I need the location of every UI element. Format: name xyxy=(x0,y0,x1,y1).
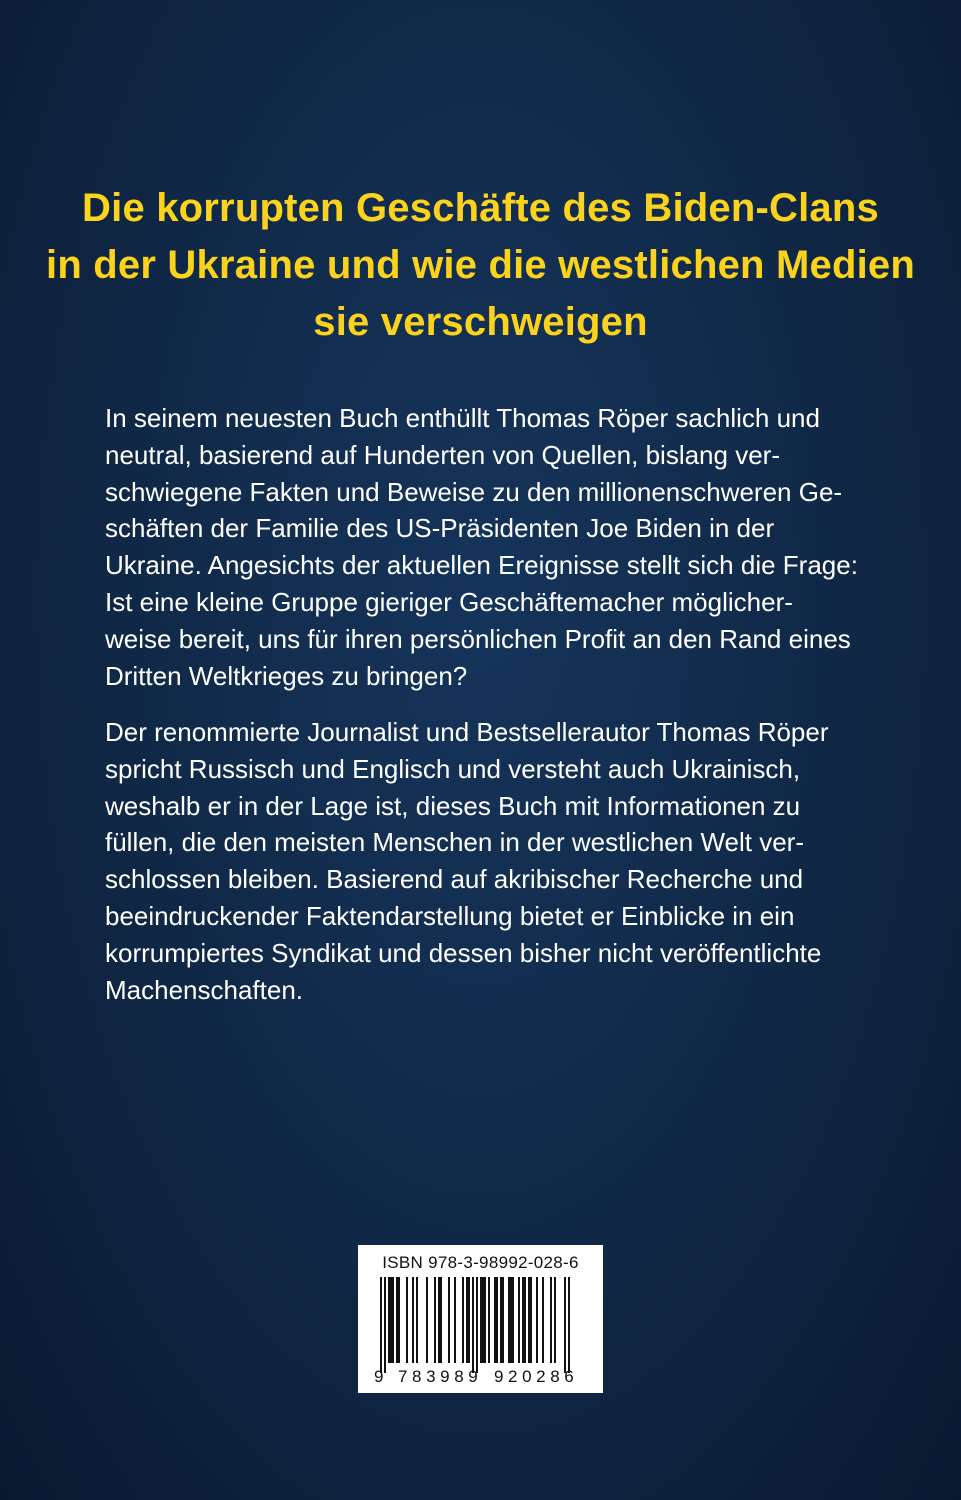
isbn-barcode xyxy=(358,1245,603,1393)
barcode-bar xyxy=(564,1277,566,1373)
text-line: weshalb er in der Lage ist, dieses Buch mit Informationen zu xyxy=(105,790,801,821)
text-line: weise bereit, uns für ihren persönlichen Profit an den Rand eines xyxy=(105,623,851,654)
headline xyxy=(40,180,921,351)
barcode-bar xyxy=(512,1277,514,1363)
barcode-bar xyxy=(554,1277,556,1363)
text-line: neutral, basierend auf Hunderten von Quellen, bislang ver- xyxy=(105,439,780,470)
text-line: Ukraine. Angesichts der aktuellen Ereignisse stellt sich die Frage: xyxy=(105,550,858,581)
barcode-bar xyxy=(406,1277,408,1363)
text-line: beeindruckender Faktendarstellung bietet er Einblicke in ein xyxy=(105,900,795,931)
barcode-bar xyxy=(440,1277,442,1363)
barcode-bar xyxy=(462,1277,464,1363)
text-line: Machenschaften. xyxy=(105,974,304,1005)
barcode-bar xyxy=(488,1277,490,1363)
barcode-bar xyxy=(536,1277,538,1363)
headline-line: in der Ukraine und wie die westlichen Medien xyxy=(46,243,915,287)
barcode-bar xyxy=(434,1277,436,1363)
barcode-bar xyxy=(568,1277,570,1373)
barcode-bar xyxy=(390,1277,392,1363)
barcode-bar xyxy=(396,1277,398,1363)
blurb-paragraph-1 xyxy=(105,400,865,694)
barcode-bar xyxy=(500,1277,502,1363)
text-line: schäften der Familie des US-Präsidenten Joe Biden in der xyxy=(105,513,775,544)
barcode-bar xyxy=(388,1277,390,1363)
text-line: korrumpiertes Syndikat und dessen bisher nicht veröffentlichte xyxy=(105,937,822,968)
barcode-bar xyxy=(476,1277,478,1373)
barcode-bar xyxy=(496,1277,498,1363)
barcode-bar xyxy=(508,1277,510,1363)
barcode-bar xyxy=(550,1277,552,1363)
text-line: Dritten Weltkrieges zu bringen? xyxy=(105,660,468,691)
barcode-bar xyxy=(468,1277,470,1363)
text-line: schlossen bleiben. Basierend auf akribischer Recherche und xyxy=(105,864,804,895)
barcode-digit-group-2: 920286 xyxy=(494,1367,579,1386)
barcode-bar xyxy=(380,1277,382,1373)
barcode-bar xyxy=(522,1277,524,1363)
barcode-bar xyxy=(384,1277,386,1373)
barcode-bar xyxy=(412,1277,414,1363)
barcode-bar xyxy=(530,1277,532,1363)
barcode-bar xyxy=(494,1277,496,1363)
barcode-bar xyxy=(518,1277,520,1363)
barcode-bar xyxy=(438,1277,440,1363)
text-line: spricht Russisch und Englisch und versteht auch Ukrainisch, xyxy=(105,753,801,784)
barcode-bars xyxy=(368,1277,593,1375)
barcode-bar xyxy=(484,1277,486,1363)
barcode-bar xyxy=(480,1277,482,1363)
barcode-bar xyxy=(392,1277,394,1363)
barcode-bar xyxy=(482,1277,484,1363)
blurb-paragraph-2 xyxy=(105,714,865,1008)
barcode-bar xyxy=(542,1277,544,1363)
barcode-bar xyxy=(466,1277,468,1363)
barcode-bar xyxy=(448,1277,450,1363)
barcode-bar xyxy=(426,1277,428,1363)
text-line: Der renommierte Journalist und Bestsellerautor Thomas Röper xyxy=(105,717,829,747)
headline-line: Die korrupten Geschäfte des Biden-Clans xyxy=(82,186,879,230)
text-line: füllen, die den meisten Menschen in der westlichen Welt ver- xyxy=(105,827,804,858)
barcode-bar xyxy=(454,1277,456,1363)
text-line: In seinem neuesten Buch enthüllt Thomas Röper sachlich und xyxy=(105,403,820,433)
barcode-bar xyxy=(524,1277,526,1363)
barcode-bar xyxy=(398,1277,400,1363)
barcode-first-digit: 9 xyxy=(374,1367,389,1386)
text-line: schwiegene Fakten und Beweise zu den millionenschweren Ge- xyxy=(105,476,843,507)
barcode-bar xyxy=(502,1277,504,1363)
barcode-bar xyxy=(528,1277,530,1363)
barcode-bar xyxy=(472,1277,474,1373)
barcode-bar xyxy=(416,1277,418,1363)
barcode-digit-group-1: 783989 xyxy=(398,1367,483,1386)
text-line: Ist eine kleine Gruppe gieriger Geschäftemacher möglicher- xyxy=(105,586,793,617)
barcode-bar xyxy=(510,1277,512,1363)
headline-line: sie verschweigen xyxy=(313,300,648,344)
isbn-label: ISBN 978-3-98992-028-6 xyxy=(382,1253,579,1272)
